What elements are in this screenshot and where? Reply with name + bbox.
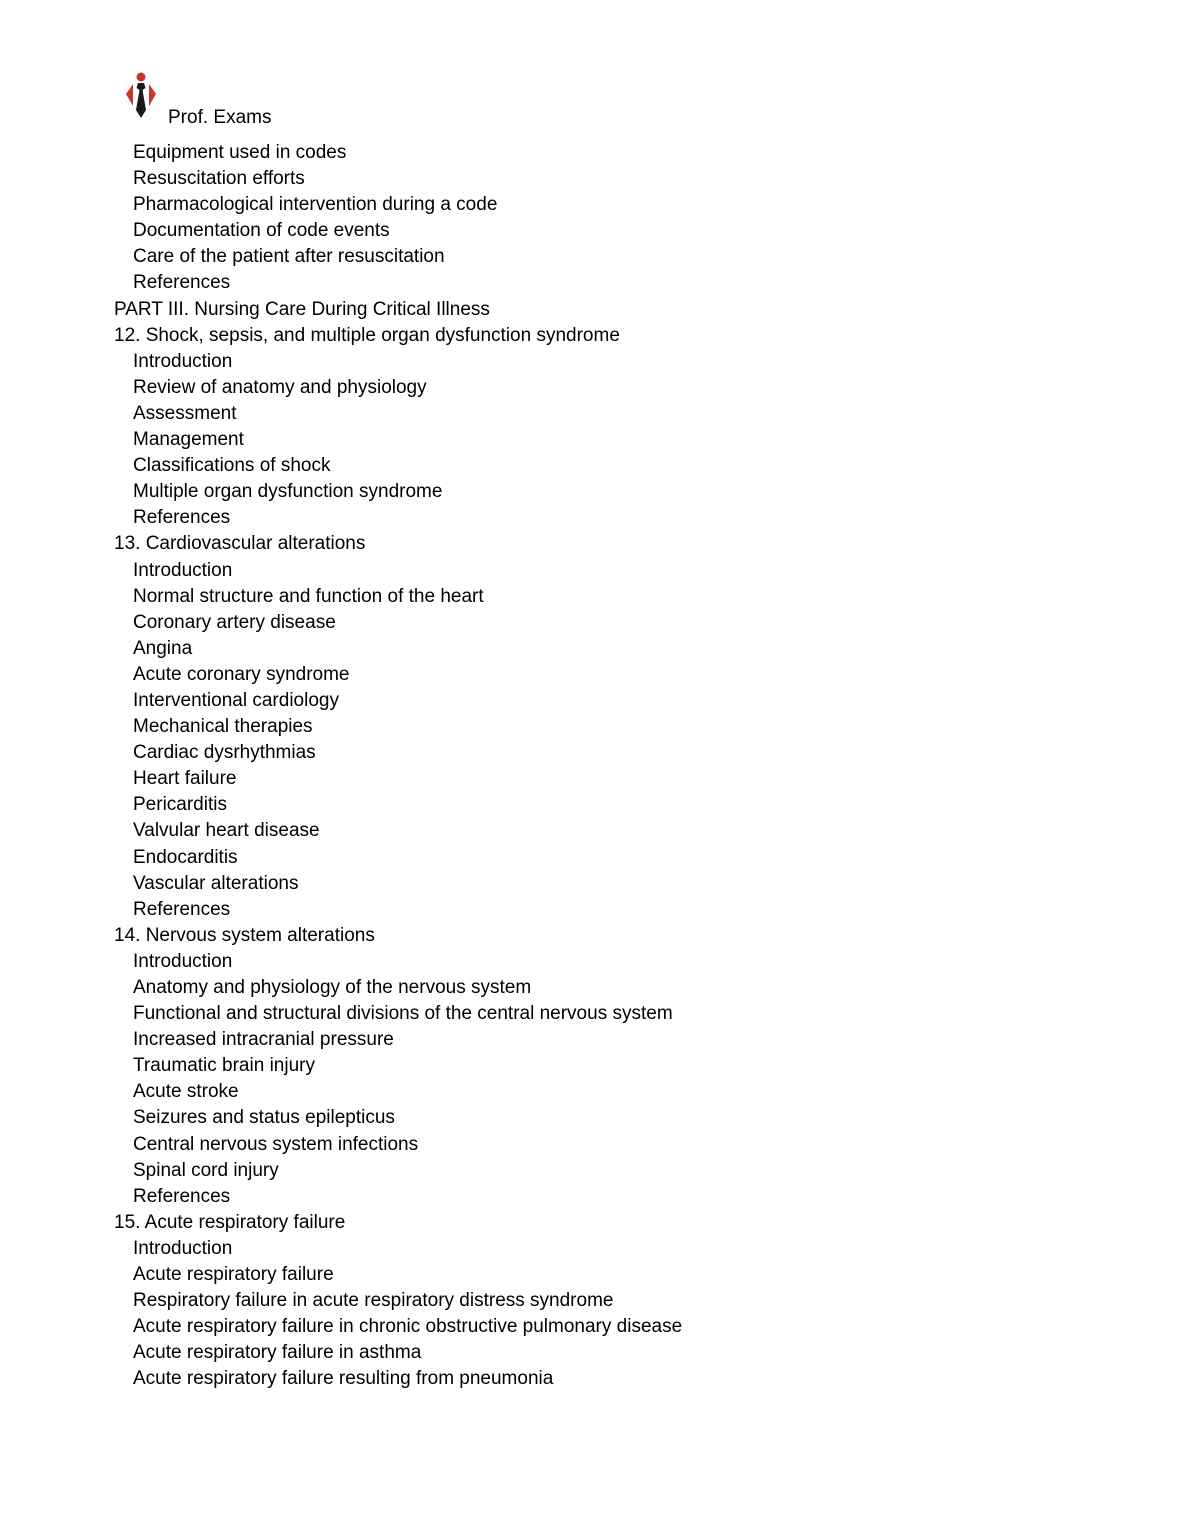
toc-subsection-item: Resuscitation efforts: [133, 168, 305, 190]
toc-subsection-item: References: [133, 507, 231, 529]
page-header: [124, 72, 524, 132]
toc-subsection-item: Assessment: [133, 402, 237, 424]
toc-subsection-item: References: [133, 1185, 231, 1207]
toc-subsection-item: Spinal cord injury: [133, 1159, 279, 1181]
logo-tie: [136, 83, 146, 118]
brand-name: Prof. Exams: [168, 107, 272, 128]
toc-subsection-item: Cardiac dysrhythmias: [133, 742, 316, 764]
toc-subsection-item: Classifications of shock: [133, 455, 331, 477]
toc-subsection-item: Central nervous system infections: [133, 1133, 419, 1155]
logo-right-lapel: [149, 84, 156, 106]
logo-left-lapel: [126, 84, 133, 106]
toc-subsection-item: Heart failure: [133, 768, 237, 790]
toc-chapter-heading: PART III. Nursing Care During Critical Illness: [114, 298, 490, 320]
toc-subsection-item: Pericarditis: [133, 794, 227, 816]
toc-chapter-heading: 12. Shock, sepsis, and multiple organ dysfunction syndrome: [114, 324, 620, 346]
toc-chapter-heading: 13. Cardiovascular alterations: [114, 533, 366, 555]
toc-subsection-item: Multiple organ dysfunction syndrome: [133, 481, 443, 503]
toc-subsection-item: Increased intracranial pressure: [133, 1029, 394, 1051]
toc-subsection-item: Endocarditis: [133, 846, 238, 868]
toc-chapter-heading: 15. Acute respiratory failure: [114, 1211, 346, 1233]
toc-subsection-item: Review of anatomy and physiology: [133, 376, 427, 398]
toc-subsection-item: Normal structure and function of the heart: [133, 585, 484, 607]
toc-subsection-item: Interventional cardiology: [133, 689, 339, 711]
toc-subsection-item: Valvular heart disease: [133, 820, 320, 842]
toc-subsection-item: Seizures and status epilepticus: [133, 1107, 395, 1129]
toc-subsection-item: Introduction: [133, 350, 233, 372]
toc-subsection-item: Documentation of code events: [133, 220, 390, 242]
toc-subsection-item: Acute stroke: [133, 1081, 239, 1103]
table-of-contents: [114, 140, 1114, 1393]
toc-subsection-item: Coronary artery disease: [133, 611, 336, 633]
toc-subsection-item: Acute respiratory failure resulting from pneumonia: [133, 1368, 554, 1390]
toc-subsection-item: Traumatic brain injury: [133, 1055, 315, 1077]
toc-subsection-item: Equipment used in codes: [133, 142, 347, 163]
toc-subsection-item: Management: [133, 429, 244, 451]
toc-subsection-item: Care of the patient after resuscitation: [133, 246, 445, 268]
toc-subsection-item: Introduction: [133, 950, 233, 972]
toc-subsection-item: Pharmacological intervention during a code: [133, 194, 498, 216]
toc-chapter-heading: 14. Nervous system alterations: [114, 924, 375, 946]
toc-subsection-item: Vascular alterations: [133, 872, 299, 894]
prof-exams-logo-icon: [124, 72, 156, 120]
toc-subsection-item: References: [133, 272, 231, 294]
toc-subsection-item: Introduction: [133, 1237, 233, 1259]
logo-head: [137, 73, 146, 82]
toc-subsection-item: Mechanical therapies: [133, 716, 313, 738]
toc-subsection-item: Acute respiratory failure in chronic obstructive pulmonary disease: [133, 1316, 683, 1338]
toc-subsection-item: Angina: [133, 637, 193, 659]
toc-subsection-item: Introduction: [133, 559, 233, 581]
toc-subsection-item: References: [133, 898, 231, 920]
toc-subsection-item: Respiratory failure in acute respiratory distress syndrome: [133, 1290, 614, 1312]
toc-subsection-item: Functional and structural divisions of the central nervous system: [133, 1003, 673, 1025]
toc-subsection-item: Acute coronary syndrome: [133, 663, 350, 685]
toc-subsection-item: Acute respiratory failure in asthma: [133, 1342, 422, 1364]
toc-subsection-item: Acute respiratory failure: [133, 1264, 334, 1286]
toc-subsection-item: Anatomy and physiology of the nervous system: [133, 977, 532, 998]
